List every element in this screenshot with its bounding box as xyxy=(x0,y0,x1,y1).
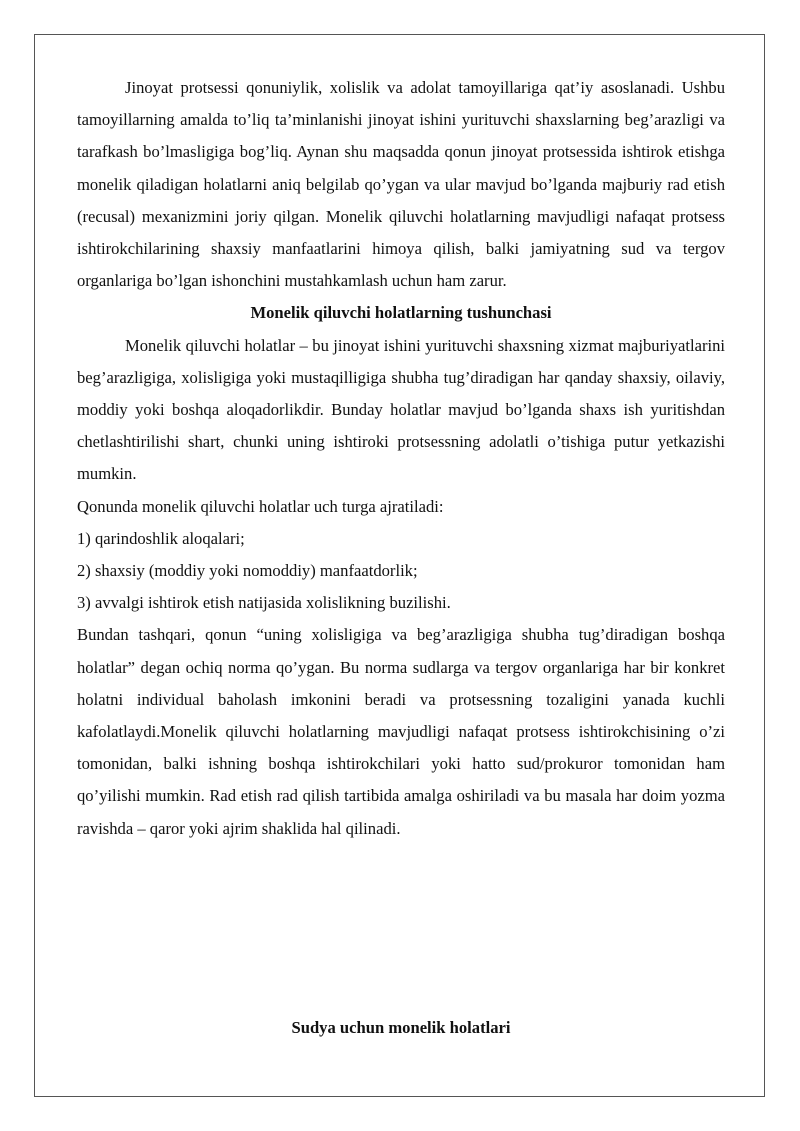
section-heading-judge: Sudya uchun monelik holatlari xyxy=(291,1018,511,1037)
section-heading-concept: Monelik qiluvchi holatlarning tushunchasi xyxy=(250,303,552,323)
definition-paragraph: Monelik qiluvchi holatlar – bu jinoyat ishini yurituvchi shaxsning xizmat majburiyatlarini beg’arazligiga, xolisligiga yoki mustaqilligiga shubha tug’diradigan har qanday shaxsiy, oilaviy, moddiy yoki boshqa aloqadorlikdir. Bunday holatlar mavjud bo’lganda shaxs ish yuritishdan chetlashtirilishi shart, chunki uning ishtiroki protsessning adolatli o’tishiga putur yetkazishi mumkin. xyxy=(77,335,725,484)
intro-paragraph: Jinoyat protsessi qonuniylik, xolislik va adolat tamoyillariga qat’iy asoslanadi. Ushbu tamoyillarning amalda to’liq ta’minlanishi jinoyat ishini yurituvchi shaxslarning beg’arazligi va tarafkash bo’lmasligiga bog’liq. Aynan shu maqsadda qonun jinoyat protsessida ishtirok etishga monelik qiladigan holatlarni aniq belgilab qo’ygan va ular mavjud bo’lganda majburiy rad etish (recusal) mexanizmini joriy qilgan. Monelik qiluvchi holatlarning mavjudligi nafaqat protsess ishtirokchilarining shaxsiy manfaatlarini himoya qilish, balki jamiyatning sud va tergov organlariga bo’lgan ishonchini mustahkamlash uchun ham zarur. xyxy=(77,78,725,291)
circumstance-types-list xyxy=(77,523,725,620)
list-item: 2) shaxsiy (moddiy yoki nomoddiy) manfaatdorlik; xyxy=(77,561,418,581)
list-item: 3) avvalgi ishtirok etish natijasida xolislikning buzilishi. xyxy=(77,593,451,613)
list-intro: Qonunda monelik qiluvchi holatlar uch turga ajratiladi: xyxy=(77,496,444,516)
list-item: 1) qarindoshlik aloqalari; xyxy=(77,528,245,548)
open-norm-paragraph: Bundan tashqari, qonun “uning xolisligiga va beg’arazligiga shubha tug’diradigan boshqa holatlar” degan ochiq norma qo’ygan. Bu norma sudlarga va tergov organlariga har bir konkret holatni individual baholash imkonini beradi va protsessning tozaligini yanada kuchli kafolatlaydi.Monelik qiluvchi holatlarning mavjudligi nafaqat protsess ishtirokchisining o’zi tomonidan, balki ishning boshqa ishtirokchilari yoki hatto sud/prokuror tomonidan ham qo’yilishi mumkin. Rad etish rad qilish tartibida amalga oshiriladi va bu masala har doim yozma ravishda – qaror yoki ajrim shaklida hal qilinadi. xyxy=(77,625,725,838)
document-body xyxy=(77,72,725,845)
